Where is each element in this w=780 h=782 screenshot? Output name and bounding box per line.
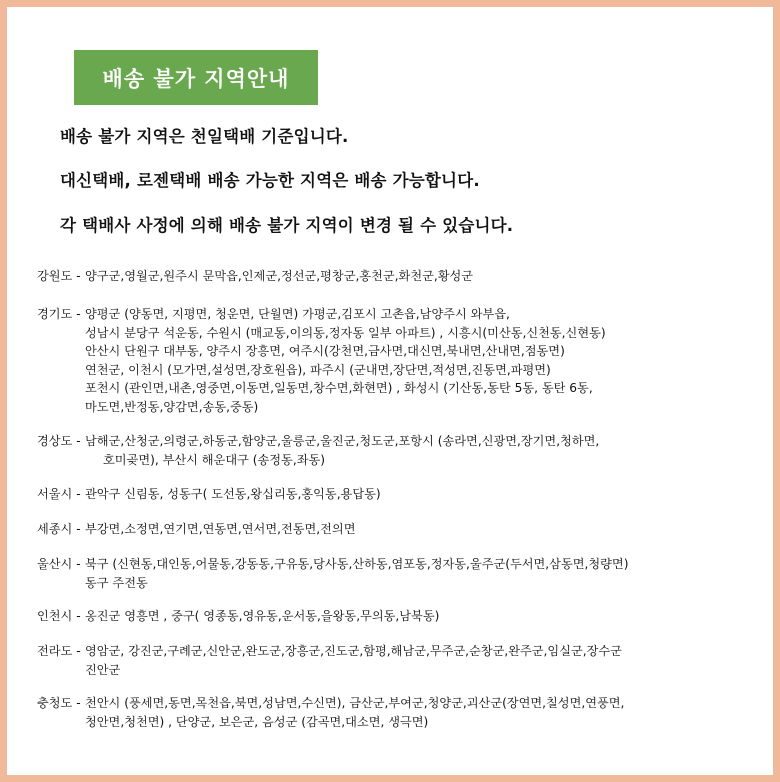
page-title: 배송 불가 지역안내 bbox=[74, 50, 318, 105]
region-line: 성남시 분당구 석운동, 수원시 (매교동,이의동,정자동 일부 아파트) , 시흥시(미산동,신천동,신현동) bbox=[85, 325, 606, 340]
region-name: 경상도 - bbox=[37, 434, 81, 448]
region-line: 북구 (신현동,대인동,어물동,강동동,구유동,당사동,산하동,염포동,정자동,울주군(두서면,삼동면,청량면) bbox=[85, 557, 629, 571]
region-chungcheong bbox=[37, 694, 762, 731]
region-name: 세종시 - bbox=[37, 522, 81, 536]
region-line: 옹진군 영흥면 , 중구( 영종동,영유동,운서동,을왕동,무의동,남북동) bbox=[85, 609, 440, 623]
notice-line: 각 택배사 사정에 의해 배송 불가 지역이 변경 될 수 있습니다. bbox=[60, 216, 514, 235]
region-name: 울산시 - bbox=[37, 557, 81, 571]
region-line: 마도면,반정동,양감면,송동,중동) bbox=[85, 399, 259, 414]
notice-line: 배송 불가 지역은 천일택배 기준입니다. bbox=[60, 127, 349, 146]
region-line: 남해군,산청군,의령군,하동군,함양군,울릉군,울진군,청도군,포항시 (송라면,신광면,장기면,청하면, bbox=[85, 434, 600, 448]
notice-line: 대신택배, 로젠택배 배송 가능한 지역은 배송 가능합니다. bbox=[60, 171, 480, 190]
region-line: 부강면,소정면,연기면,연동면,연서면,전동면,전의면 bbox=[85, 522, 356, 536]
region-sejong bbox=[37, 520, 762, 539]
region-name: 전라도 - bbox=[37, 644, 81, 658]
region-line: 안산시 단원구 대부동, 양주시 장흥면, 여주시(강천면,금사면,대신면,북내면,산내면,점동면) bbox=[85, 344, 565, 358]
region-line: 연천군, 이천시 (모가면,설성면,장호원읍), 파주시 (군내면,장단면,적성면,진동면,파평면) bbox=[85, 362, 551, 377]
region-line: 동구 주전동 bbox=[85, 575, 148, 590]
region-line: 관악구 신림동, 성동구( 도선동,왕십리동,홍익동,용답동) bbox=[85, 487, 381, 501]
region-line: 포천시 (관인면,내촌,영중면,이동면,일동면,창수면,화현면) , 화성시 (기산동,동탄 5동, 동탄 6동, bbox=[85, 381, 593, 395]
region-name: 충청도 - bbox=[37, 696, 81, 710]
region-line: 청안면,청천면) , 단양군, 보은군, 음성군 (감곡면,대소면, 생극면) bbox=[85, 714, 429, 729]
region-gangwon bbox=[37, 267, 762, 286]
region-line: 호미곶면), 부산시 해운대구 (송정동,좌동) bbox=[103, 452, 326, 467]
region-jeolla bbox=[37, 642, 762, 679]
region-name: 인천시 - bbox=[37, 609, 81, 623]
region-line: 천안시 (풍세면,동면,목천읍,북면,성남면,수신면), 금산군,부여군,청양군,괴산군(장연면,칠성면,연풍면, bbox=[85, 696, 625, 710]
region-seoul bbox=[37, 485, 762, 504]
region-gyeonggi bbox=[37, 305, 762, 416]
region-line: 양구군,영월군,원주시 문막읍,인제군,정선군,평창군,홍천군,화천군,황성군 bbox=[85, 269, 474, 283]
region-gyeongsang bbox=[37, 432, 762, 469]
region-line: 영암군, 강진군,구례군,신안군,완도군,장흥군,진도군,함평,해남군,무주군,순창군,완주군,임실군,장수군 bbox=[85, 644, 622, 658]
region-name: 경기도 - bbox=[37, 307, 81, 321]
region-incheon bbox=[37, 607, 762, 626]
region-name: 서울시 - bbox=[37, 487, 81, 501]
region-ulsan bbox=[37, 555, 762, 592]
region-line: 양평군 (양동면, 지평면, 청운면, 단월면) 가평군,김포시 고촌읍,남양주시 와부읍, bbox=[85, 307, 510, 321]
region-name: 강원도 - bbox=[37, 269, 81, 283]
region-line: 진안군 bbox=[85, 662, 121, 677]
